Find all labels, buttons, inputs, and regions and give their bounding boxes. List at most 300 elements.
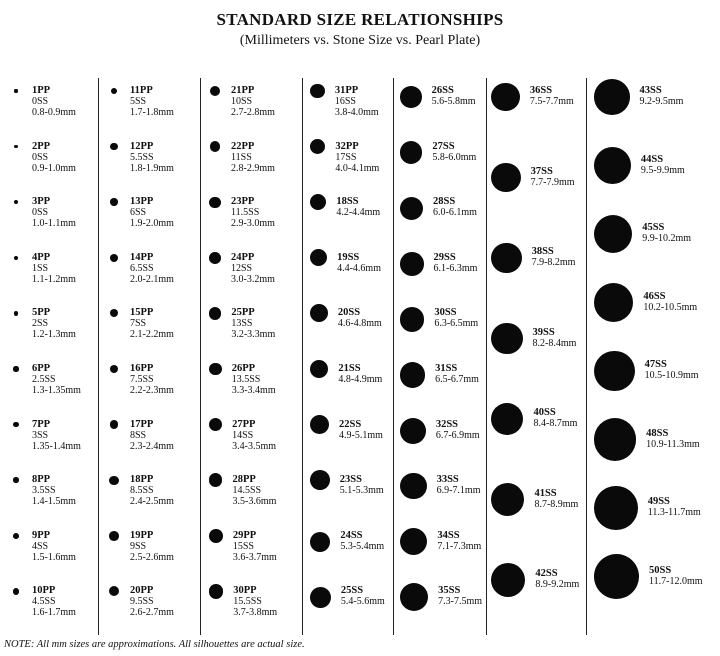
column-divider (586, 78, 587, 635)
column-divider (200, 78, 201, 635)
stone-size: 24SS (340, 529, 363, 541)
mm-range: 2.4-2.5mm (130, 496, 174, 508)
size-label (231, 196, 275, 229)
mm-range: 7.3-7.5mm (438, 596, 482, 608)
stone-size: 26SS (431, 85, 454, 96)
stone-silhouette (110, 143, 117, 150)
stone-silhouette (594, 351, 635, 392)
stone-silhouette (13, 422, 18, 427)
mm-range: 2.2-2.3mm (130, 385, 174, 396)
size-label (340, 530, 384, 552)
stone-silhouette (209, 473, 222, 486)
stone-silhouette (400, 86, 422, 108)
stone-size: 46SS (643, 290, 666, 302)
mm-range: 1.5-1.6mm (32, 551, 76, 563)
stone-size: 3.5SS (32, 485, 56, 497)
stone-silhouette (491, 83, 520, 112)
stone-size: 9SS (130, 540, 147, 552)
stone-size: 39SS (532, 326, 555, 338)
stone-size: 0SS (32, 96, 49, 107)
stone-size: 5.5SS (130, 151, 154, 163)
stone-size: 12SS (231, 262, 253, 274)
mm-range: 4.8-4.9mm (338, 374, 383, 385)
stone-silhouette (491, 243, 522, 274)
stone-size: 25SS (340, 585, 364, 597)
size-label (32, 252, 76, 285)
stone-size: 48SS (646, 427, 669, 439)
size-label (338, 307, 382, 329)
pearl-plate-code: 29PP (232, 529, 257, 541)
size-label (643, 291, 697, 313)
stone-silhouette (209, 418, 222, 431)
stone-size: 6.5SS (130, 262, 154, 274)
pearl-plate-code: 21PP (231, 85, 255, 96)
size-label (531, 166, 575, 188)
stone-size: 2.5SS (32, 374, 56, 385)
stone-size: 42SS (535, 568, 558, 579)
stone-silhouette (13, 477, 19, 483)
column-divider (486, 78, 487, 635)
stone-silhouette (594, 486, 638, 530)
mm-range: 2.7-2.8mm (231, 107, 275, 118)
mm-range: 1.35-1.4mm (32, 440, 81, 452)
stone-silhouette (400, 583, 428, 611)
mm-range: 4.4-4.6mm (337, 262, 381, 274)
stone-silhouette (109, 586, 119, 596)
size-label (338, 363, 382, 385)
stone-silhouette (110, 198, 117, 205)
stone-size: 21SS (338, 363, 361, 374)
size-label (233, 530, 277, 563)
stone-silhouette (310, 415, 329, 434)
size-label (335, 85, 379, 118)
stone-size: 14SS (232, 429, 254, 441)
stone-silhouette (13, 366, 18, 371)
stone-size: 49SS (647, 496, 670, 507)
stone-size: 3SS (32, 429, 49, 441)
stone-silhouette (594, 283, 633, 322)
mm-range: 11.7-12.0mm (649, 575, 703, 587)
pearl-plate-code: 18PP (130, 474, 154, 486)
mm-range: 6.1-6.3mm (433, 262, 478, 274)
mm-range: 4.0-4.1mm (335, 162, 380, 174)
stone-silhouette (594, 418, 636, 460)
stone-size: 32SS (435, 418, 459, 430)
stone-size: 36SS (529, 85, 553, 96)
stone-size: 8.5SS (130, 485, 154, 497)
mm-range: 7.9-8.2mm (531, 257, 576, 268)
mm-range: 11.3-11.7mm (647, 507, 701, 518)
mm-range: 3.2-3.3mm (231, 329, 276, 341)
stone-size: 29SS (433, 251, 456, 263)
mm-range: 9.2-9.5mm (639, 96, 684, 107)
pearl-plate-code: 17PP (130, 418, 154, 430)
stone-silhouette (14, 200, 18, 204)
size-label (648, 496, 701, 518)
pearl-plate-code: 24PP (231, 251, 255, 263)
mm-range: 8.9-9.2mm (535, 579, 580, 590)
stone-silhouette (13, 588, 19, 594)
size-label (130, 252, 174, 285)
stone-silhouette (14, 145, 18, 149)
size-label (533, 327, 577, 349)
mm-range: 1.9-2.0mm (130, 218, 174, 230)
stone-size: 22SS (339, 418, 362, 430)
stone-silhouette (109, 531, 119, 541)
mm-range: 1.8-1.9mm (130, 162, 174, 174)
stone-silhouette (210, 141, 221, 152)
mm-range: 5.4-5.6mm (340, 596, 385, 608)
stone-size: 15SS (232, 540, 254, 552)
stone-silhouette (310, 249, 327, 266)
size-label (535, 568, 579, 590)
pearl-plate-code: 22PP (231, 140, 255, 152)
pearl-plate-code: 4PP (32, 251, 51, 263)
pearl-plate-code: 9PP (32, 529, 51, 541)
mm-range: 1.7-1.8mm (130, 107, 174, 118)
stone-silhouette (310, 304, 328, 322)
stone-size: 44SS (640, 153, 664, 165)
mm-range: 2.1-2.2mm (130, 329, 174, 341)
pearl-plate-code: 11PP (130, 85, 153, 96)
mm-range: 2.8-2.9mm (231, 162, 275, 174)
stone-silhouette (491, 163, 521, 193)
stone-silhouette (491, 563, 525, 597)
column-divider (302, 78, 303, 635)
mm-range: 10.9-11.3mm (646, 438, 700, 450)
stone-size: 31SS (435, 363, 458, 374)
mm-range: 6.0-6.1mm (432, 207, 477, 219)
stone-silhouette (110, 309, 118, 317)
mm-range: 2.6-2.7mm (130, 607, 174, 619)
mm-range: 1.2-1.3mm (32, 329, 76, 341)
pearl-plate-code: 25PP (231, 307, 255, 319)
stone-size: 34SS (437, 529, 460, 541)
mm-range: 3.8-4.0mm (334, 107, 379, 118)
size-label (437, 530, 481, 552)
mm-range: 5.3-5.4mm (340, 540, 385, 552)
mm-range: 4.9-5.1mm (339, 429, 383, 441)
stone-silhouette (400, 473, 427, 500)
size-label (436, 419, 480, 441)
stone-size: 7SS (130, 318, 147, 330)
size-label (231, 141, 275, 174)
mm-range: 3.5-3.6mm (232, 496, 277, 508)
stone-size: 6SS (130, 207, 147, 219)
pearl-plate-code: 7PP (32, 418, 51, 430)
pearl-plate-code: 14PP (130, 251, 154, 263)
size-label (534, 488, 578, 510)
size-label (130, 419, 174, 452)
stone-size: 50SS (649, 564, 672, 576)
mm-range: 3.6-3.7mm (232, 551, 277, 563)
mm-range: 7.5-7.7mm (529, 96, 574, 107)
stone-size: 1SS (32, 262, 49, 274)
size-label (32, 141, 76, 174)
pearl-plate-code: 27PP (232, 418, 256, 430)
size-label (32, 196, 76, 229)
mm-range: 5.6-5.8mm (431, 96, 476, 107)
page-subtitle: (Millimeters vs. Stone Size vs. Pearl Plate) (239, 33, 481, 48)
size-label (232, 419, 276, 452)
size-label (232, 363, 276, 396)
stone-silhouette (310, 470, 330, 490)
stone-silhouette (109, 476, 118, 485)
column-divider (393, 78, 394, 635)
footnote: NOTE: All mm sizes are approximations. All silhouettes are actual size. (4, 639, 305, 650)
stone-size: 13SS (231, 318, 253, 330)
stone-size: 43SS (639, 85, 662, 96)
stone-size: 5SS (130, 96, 147, 107)
stone-size: 38SS (531, 246, 554, 257)
stone-silhouette (491, 403, 523, 435)
stone-size: 4SS (32, 540, 49, 552)
stone-size: 45SS (642, 222, 665, 233)
mm-range: 3.4-3.5mm (232, 440, 276, 452)
stone-silhouette (400, 418, 426, 444)
size-label (530, 85, 574, 107)
size-label (432, 141, 476, 163)
size-label (433, 196, 477, 218)
stone-silhouette (209, 307, 221, 319)
stone-size: 37SS (530, 165, 553, 177)
stone-silhouette (209, 584, 223, 598)
size-label (340, 474, 384, 496)
stone-size: 11.5SS (231, 207, 260, 219)
mm-range: 10.5-10.9mm (644, 370, 699, 381)
mm-range: 4.2-4.4mm (336, 207, 381, 219)
pearl-plate-code: 26PP (231, 363, 256, 374)
pearl-plate-code: 31PP (334, 85, 359, 96)
size-label (533, 407, 577, 429)
stone-size: 17SS (335, 151, 357, 163)
pearl-plate-code: 13PP (130, 196, 154, 208)
stone-silhouette (110, 365, 119, 374)
stone-silhouette (209, 363, 222, 376)
pearl-plate-code: 20PP (130, 585, 154, 597)
size-label (437, 474, 481, 496)
stone-silhouette (491, 483, 524, 516)
size-label (32, 307, 76, 340)
stone-size: 19SS (337, 251, 360, 263)
stone-silhouette (400, 528, 427, 555)
stone-size: 0SS (32, 207, 49, 219)
stone-silhouette (209, 252, 221, 264)
stone-silhouette (400, 197, 423, 220)
size-label (231, 252, 275, 285)
size-label (231, 307, 275, 340)
size-label (233, 585, 277, 618)
pearl-plate-code: 16PP (130, 363, 154, 374)
size-label (32, 585, 76, 618)
size-label (130, 307, 174, 340)
stone-size: 23SS (339, 474, 362, 486)
stone-size: 7.5SS (130, 374, 154, 385)
size-label (130, 530, 174, 563)
mm-range: 6.3-6.5mm (434, 318, 479, 330)
pearl-plate-code: 30PP (233, 585, 257, 597)
stone-silhouette (491, 323, 523, 355)
mm-range: 1.1-1.2mm (32, 273, 76, 285)
size-label (335, 141, 379, 174)
size-label (641, 154, 685, 176)
stone-silhouette (209, 197, 220, 208)
size-label (32, 85, 76, 118)
mm-range: 0.8-0.9mm (32, 107, 76, 118)
pearl-plate-code: 19PP (130, 529, 154, 541)
size-label (339, 419, 383, 441)
stone-size: 47SS (644, 359, 667, 370)
pearl-plate-code: 2PP (32, 140, 51, 152)
mm-range: 8.4-8.7mm (533, 418, 578, 429)
mm-range: 1.6-1.7mm (32, 607, 76, 619)
size-label (32, 363, 81, 396)
mm-range: 2.0-2.1mm (130, 273, 174, 285)
stone-silhouette (110, 420, 119, 429)
stone-size: 13.5SS (231, 374, 261, 385)
pearl-plate-code: 28PP (232, 474, 256, 486)
mm-range: 9.9-10.2mm (642, 233, 692, 244)
mm-range: 4.6-4.8mm (337, 318, 382, 330)
size-label (130, 196, 174, 229)
stone-silhouette (110, 254, 118, 262)
stone-size: 14.5SS (232, 485, 262, 497)
stone-size: 18SS (336, 196, 359, 208)
stone-silhouette (14, 89, 17, 92)
size-label (341, 585, 385, 607)
size-label (532, 246, 576, 268)
stone-size: 2SS (32, 318, 49, 330)
size-label (336, 196, 380, 218)
mm-range: 9.5-9.9mm (640, 164, 685, 176)
stone-size: 40SS (533, 407, 556, 418)
pearl-plate-code: 6PP (32, 363, 51, 374)
mm-range: 1.0-1.1mm (32, 218, 76, 230)
pearl-plate-code: 15PP (130, 307, 154, 319)
pearl-plate-code: 8PP (32, 474, 51, 486)
stone-silhouette (400, 252, 424, 276)
size-label (438, 585, 482, 607)
stone-size: 0SS (32, 151, 49, 163)
pearl-plate-code: 5PP (32, 307, 51, 319)
stone-silhouette (209, 529, 223, 543)
pearl-plate-code: 12PP (130, 140, 154, 152)
mm-range: 2.5-2.6mm (130, 551, 174, 563)
stone-silhouette (310, 360, 328, 378)
size-label (130, 141, 174, 174)
stone-size: 28SS (432, 196, 456, 208)
pearl-plate-code: 23PP (231, 196, 255, 208)
mm-range: 5.1-5.3mm (339, 485, 384, 497)
stone-silhouette (13, 533, 19, 539)
size-label (231, 85, 275, 118)
column-divider (98, 78, 99, 635)
mm-range: 0.9-1.0mm (32, 162, 76, 174)
stone-silhouette (14, 311, 19, 316)
size-label (337, 252, 381, 274)
size-label (130, 363, 174, 396)
stone-size: 27SS (432, 140, 455, 152)
size-label (130, 474, 174, 507)
stone-size: 11SS (231, 151, 252, 163)
mm-range: 1.3-1.35mm (32, 385, 81, 396)
stone-size: 16SS (334, 96, 356, 107)
stone-silhouette (310, 84, 325, 99)
stone-silhouette (594, 147, 631, 184)
stone-silhouette (310, 194, 326, 210)
size-label (130, 85, 174, 118)
pearl-plate-code: 1PP (32, 85, 51, 96)
mm-range: 3.7-3.8mm (233, 607, 278, 619)
size-label (434, 252, 478, 274)
stone-size: 41SS (534, 487, 557, 499)
stone-size: 20SS (337, 307, 361, 319)
stone-size: 4.5SS (32, 596, 56, 608)
pearl-plate-code: 10PP (32, 585, 56, 597)
stone-size: 8SS (130, 429, 147, 441)
size-label (642, 222, 691, 244)
mm-range: 3.0-3.2mm (231, 273, 275, 285)
size-label (649, 565, 703, 587)
stone-silhouette (111, 88, 118, 95)
mm-range: 3.3-3.4mm (231, 385, 276, 396)
mm-range: 5.8-6.0mm (432, 151, 477, 163)
mm-range: 7.7-7.9mm (530, 176, 575, 188)
stone-size: 33SS (436, 474, 459, 486)
size-label (645, 359, 699, 381)
mm-range: 2.9-3.0mm (231, 218, 275, 230)
size-label (640, 85, 684, 107)
size-label (435, 363, 479, 385)
stone-size: 30SS (434, 307, 457, 319)
mm-range: 7.1-7.3mm (437, 540, 482, 552)
size-label (32, 474, 76, 507)
size-label (32, 419, 81, 452)
page-title: STANDARD SIZE RELATIONSHIPS (216, 10, 504, 29)
stone-silhouette (310, 532, 330, 552)
stone-silhouette (594, 79, 630, 115)
mm-range: 6.5-6.7mm (435, 374, 479, 385)
stone-size: 35SS (438, 585, 461, 597)
stone-silhouette (594, 215, 632, 253)
size-label (434, 307, 478, 329)
size-label (646, 428, 700, 450)
size-label (432, 85, 476, 107)
stone-silhouette (310, 587, 331, 608)
stone-silhouette (400, 362, 425, 387)
mm-range: 2.3-2.4mm (130, 440, 174, 452)
stone-size: 9.5SS (130, 596, 154, 608)
stone-silhouette (14, 256, 18, 260)
mm-range: 8.7-8.9mm (534, 498, 579, 510)
pearl-plate-code: 3PP (32, 196, 51, 208)
size-label (32, 530, 76, 563)
stone-silhouette (594, 554, 639, 599)
pearl-plate-code: 32PP (335, 140, 359, 152)
stone-size: 10SS (231, 96, 253, 107)
stone-silhouette (400, 307, 424, 331)
mm-range: 6.9-7.1mm (436, 485, 481, 497)
mm-range: 1.4-1.5mm (32, 496, 76, 508)
stone-size: 15.5SS (233, 596, 262, 608)
mm-range: 8.2-8.4mm (532, 337, 577, 349)
mm-range: 10.2-10.5mm (643, 301, 698, 313)
stone-silhouette (310, 139, 325, 154)
stone-silhouette (210, 86, 220, 96)
stone-silhouette (400, 141, 422, 163)
mm-range: 6.7-6.9mm (435, 429, 480, 441)
size-label (130, 585, 174, 618)
